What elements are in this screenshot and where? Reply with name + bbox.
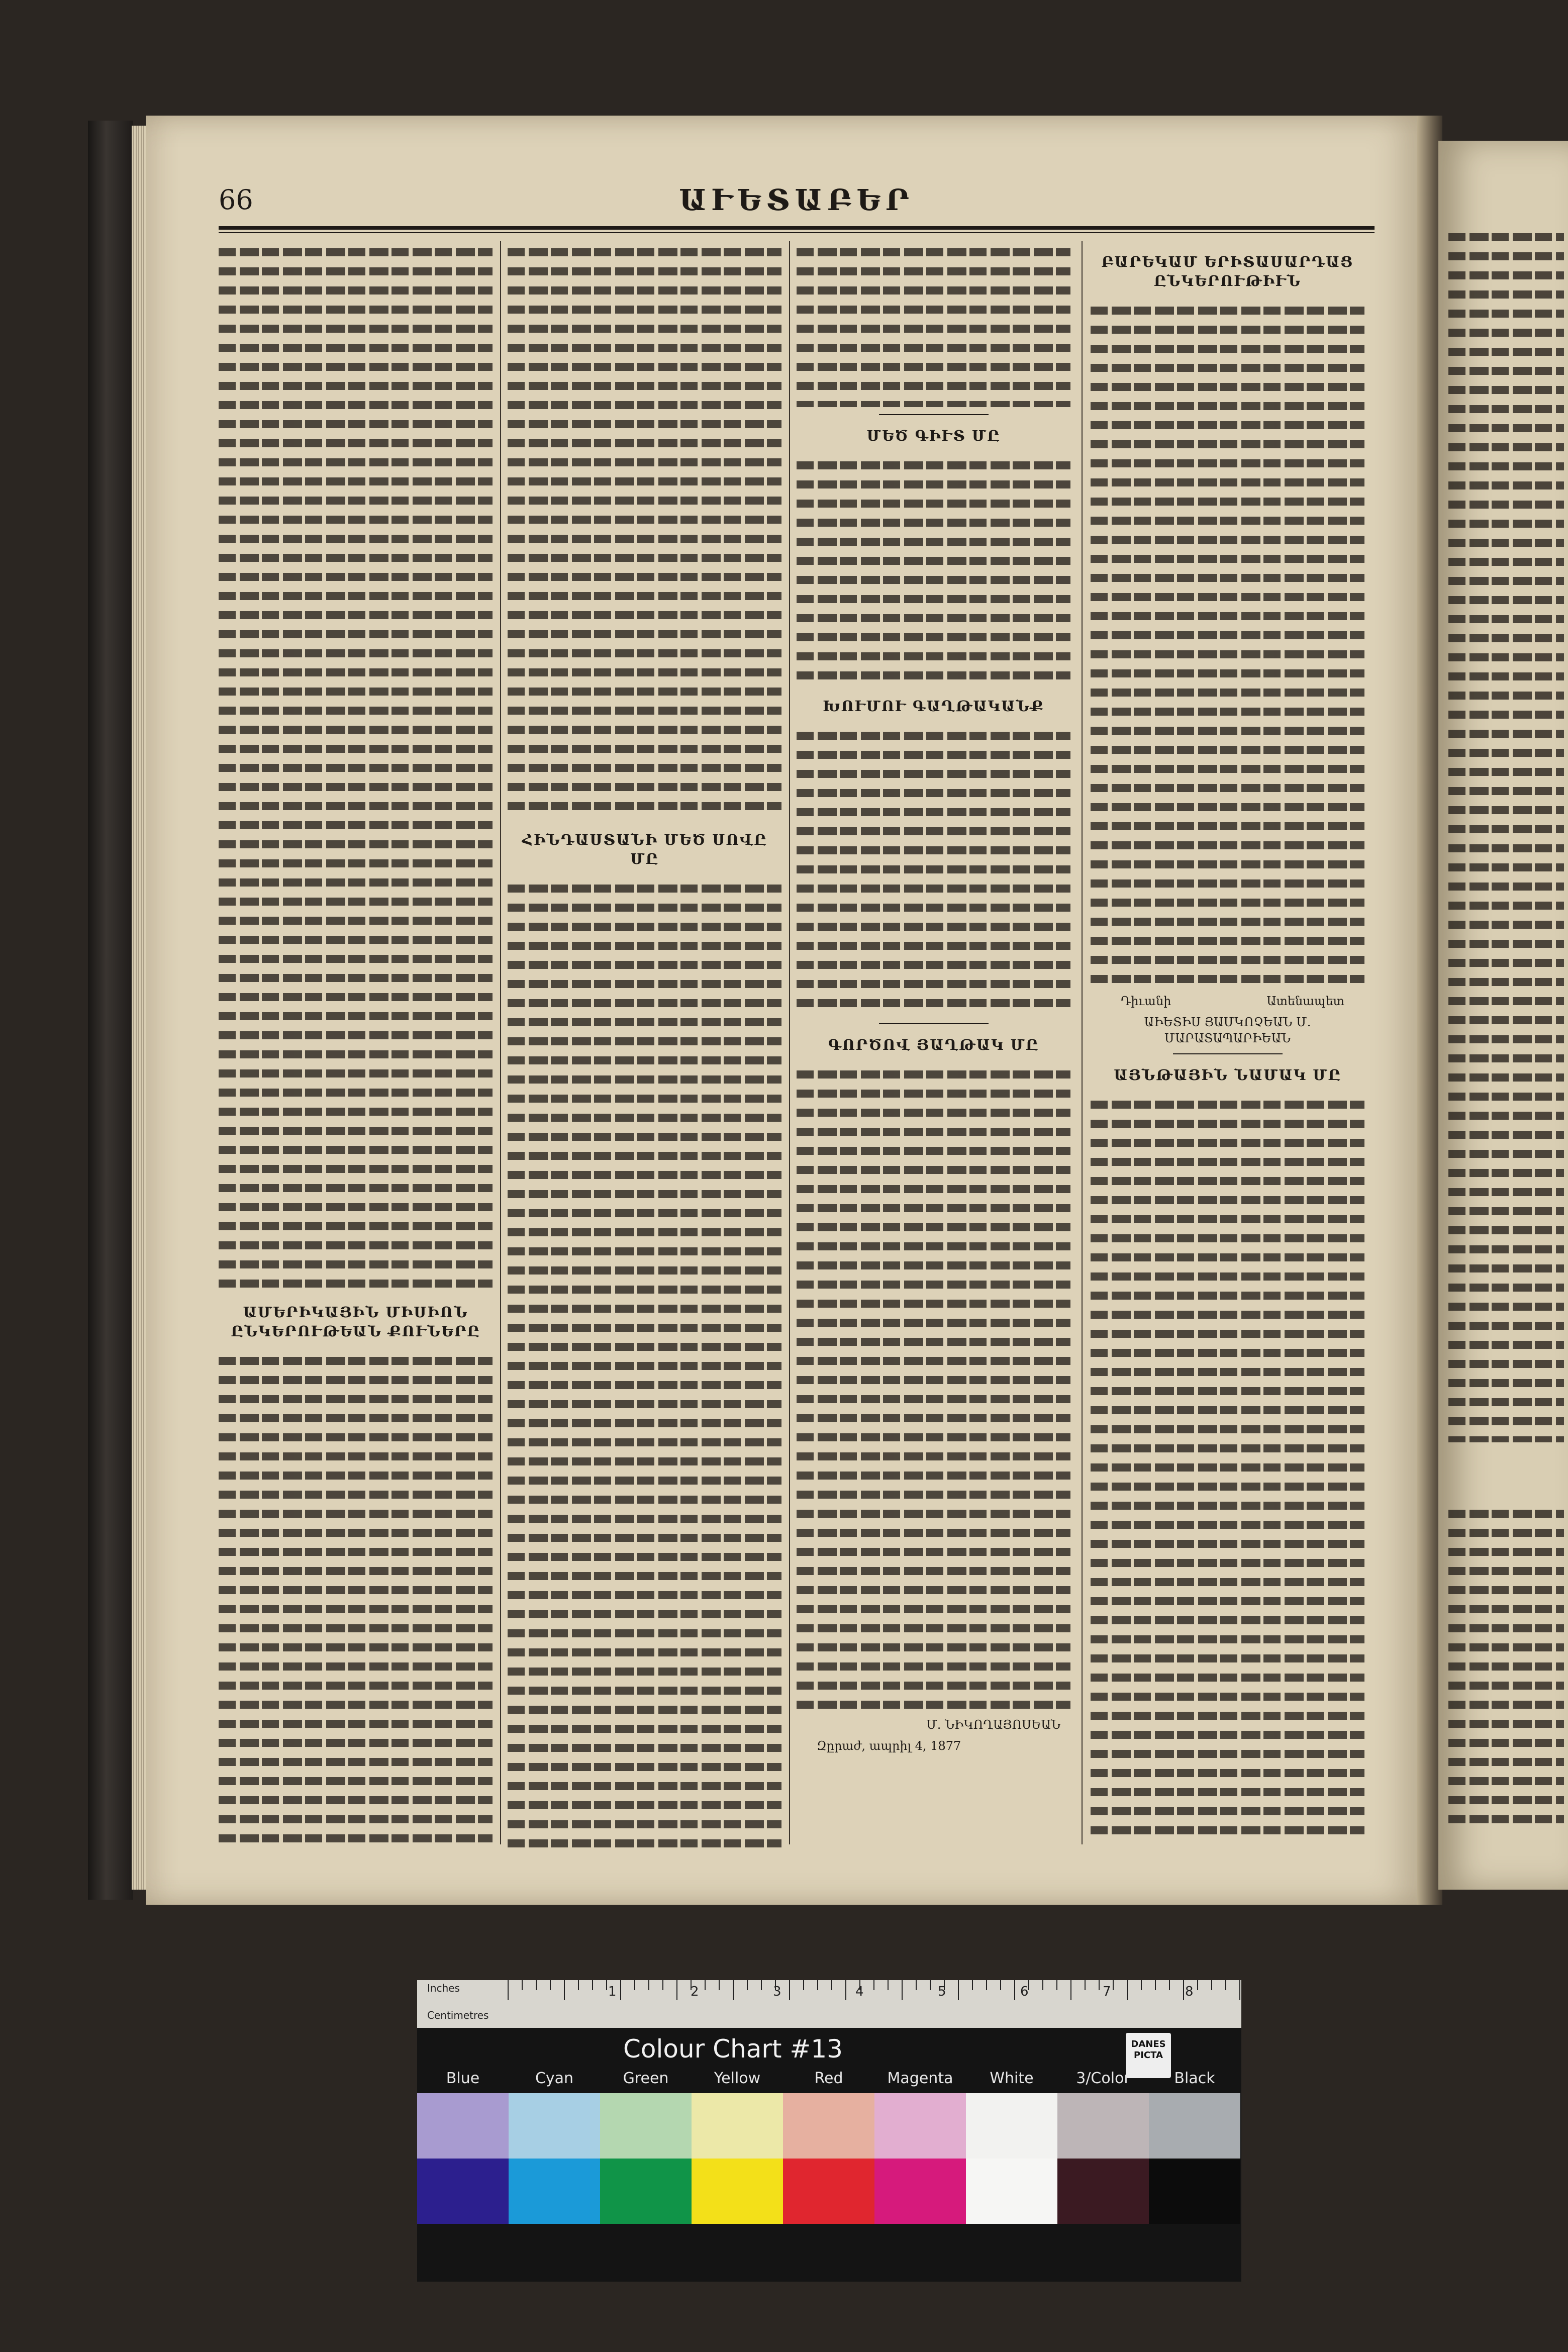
ruler-tick xyxy=(1211,1980,1212,1990)
swatch-light xyxy=(783,2093,874,2159)
measurement-ruler xyxy=(417,1980,1241,2028)
ruler-tick xyxy=(761,1980,762,1990)
separator xyxy=(879,414,989,415)
running-header xyxy=(219,176,1375,221)
ruler-tick xyxy=(972,1980,973,1990)
ruler-tick xyxy=(873,1980,874,1990)
section-title: ԱՅՆԹԱՅԻՆ ՆԱՄԱԿ ՄԸ xyxy=(1114,1066,1341,1084)
article-text xyxy=(1091,1094,1364,1837)
swatch-label: Green xyxy=(623,2070,669,2087)
separator xyxy=(879,1023,989,1024)
ruler-tick xyxy=(578,1980,579,1990)
ruler-tick xyxy=(958,1980,959,2000)
swatch-label: Yellow xyxy=(714,2070,761,2087)
swatch-light xyxy=(874,2093,966,2159)
ruler-number: 3 xyxy=(773,1984,781,1999)
article-text xyxy=(219,1350,493,1849)
ruler-tick xyxy=(705,1980,706,1990)
chart-title: Colour Chart #13 xyxy=(623,2034,843,2064)
swatch-label: White xyxy=(990,2070,1034,2087)
signature-roles xyxy=(1091,993,1364,1009)
swatch-label: Magenta xyxy=(887,2070,953,2087)
signature: Մ. ՆԻԿՈՂԱՅՈՍԵԱՆ xyxy=(926,1718,1060,1732)
swatch-dark xyxy=(600,2159,692,2224)
ruler-tick xyxy=(1085,1980,1086,1990)
ruler-number: 4 xyxy=(855,1984,864,1999)
swatch-light xyxy=(966,2093,1057,2159)
ruler-tick xyxy=(986,1980,987,1990)
article-text xyxy=(508,877,781,1849)
ruler-tick xyxy=(1183,1980,1184,2000)
dateline: Զըրաժ, ապրիլ 4, 1877 xyxy=(817,1739,961,1753)
column-2 xyxy=(508,241,781,1849)
ruler-tick xyxy=(817,1980,818,1990)
swatch-light xyxy=(417,2093,509,2159)
ruler-tick xyxy=(789,1980,790,2000)
column-1 xyxy=(219,241,493,1849)
column-3 xyxy=(797,241,1070,1849)
ruler-cm-label: Centimetres xyxy=(427,2009,489,2021)
ruler-number: 7 xyxy=(1103,1984,1111,1999)
right-page-column xyxy=(1448,226,1564,1834)
ruler-tick xyxy=(648,1980,649,1990)
ruler-tick xyxy=(1197,1980,1198,1990)
ruler-number: 6 xyxy=(1020,1984,1029,1999)
ruler-tick xyxy=(1225,1980,1226,1990)
ruler-tick xyxy=(1169,1980,1170,1990)
swatch-light xyxy=(1057,2093,1149,2159)
ruler-tick xyxy=(662,1980,663,1990)
ruler-tick xyxy=(606,1980,607,1990)
ruler-inches-label: Inches xyxy=(427,1982,460,1994)
right-page-edge xyxy=(1438,141,1568,1890)
swatch-dark xyxy=(966,2159,1057,2224)
article-text xyxy=(797,454,1070,685)
section-title: ԱՄԵՐԻԿԱՅԻՆ ՄԻՍԻՈՆ ԸՆԿԵՐՈՒԹԵԱՆ ՔՈՒՆԵՐԸ xyxy=(231,1304,480,1340)
ruler-tick xyxy=(747,1980,748,1990)
column-rule xyxy=(500,241,501,1844)
swatch-light xyxy=(1149,2093,1240,2159)
article-text xyxy=(797,241,1070,407)
ruler-tick xyxy=(508,1980,509,2000)
ruler-tick xyxy=(831,1980,832,1990)
ruler-tick xyxy=(634,1980,635,1990)
column-4 xyxy=(1091,241,1364,1849)
article-text xyxy=(797,1063,1070,1712)
ruler-tick xyxy=(1239,1980,1240,2000)
swatch-label: Red xyxy=(814,2070,843,2087)
swatch-light xyxy=(509,2093,600,2159)
section-title: ՀԻՆԴԱՍՏԱՆԻ ՄԵԾ ՍՈՎԸ ՄԸ xyxy=(522,831,767,867)
colour-chart xyxy=(417,1980,1241,2282)
article-text xyxy=(1448,1503,1564,1824)
ruler-tick xyxy=(916,1980,917,1990)
column-rule xyxy=(1082,241,1083,1844)
article-text xyxy=(1448,226,1564,1442)
page-edges xyxy=(132,126,147,1890)
ruler-number: 2 xyxy=(691,1984,699,1999)
ruler-number: 1 xyxy=(608,1984,617,1999)
ruler-tick xyxy=(1000,1980,1001,1990)
header-rule-thin xyxy=(219,232,1375,233)
separator xyxy=(1173,1053,1283,1054)
swatch-light xyxy=(692,2093,783,2159)
ruler-tick xyxy=(620,1980,621,2000)
section-title: ԲԱՐԵԿԱՄ ԵՐԻՏԱՍԱՐԴԱՑ ԸՆԿԵՐՈՒԹԻՒՆ xyxy=(1101,253,1354,289)
ruler-tick xyxy=(1141,1980,1142,1990)
swatch-dark xyxy=(874,2159,966,2224)
article-text xyxy=(508,241,781,819)
journal-title: ԱՒԵՏԱԲԵՐ xyxy=(679,183,914,217)
section-title: ՄԵԾ ԳԻՒՏ ՄԸ xyxy=(866,427,1001,444)
ruler-tick xyxy=(902,1980,903,2000)
ruler-tick xyxy=(1099,1980,1100,1990)
article-text xyxy=(1091,300,1364,988)
ruler-number: 8 xyxy=(1185,1984,1194,1999)
article-text xyxy=(797,725,1070,1016)
article-text xyxy=(219,241,493,1292)
ruler-tick xyxy=(1070,1980,1071,2000)
swatch-label: Blue xyxy=(446,2070,480,2087)
swatch-label: 3/Color xyxy=(1076,2070,1130,2087)
ruler-tick xyxy=(888,1980,889,1990)
ruler-tick xyxy=(1056,1980,1057,1990)
ruler-tick xyxy=(719,1980,720,1990)
swatch-dark xyxy=(417,2159,509,2224)
section-title: ԳՈՐԾՈՎ ՅԱՂԹԱԿ ՄԸ xyxy=(828,1036,1039,1053)
ruler-tick xyxy=(550,1980,551,1990)
section-title: ԽՈՒՄՈՒ ԳԱՂԹԱԿԱՆՔ xyxy=(823,698,1044,715)
swatch-light xyxy=(600,2093,692,2159)
signature-role-right: Ատենապետ xyxy=(1266,994,1344,1008)
ruler-tick xyxy=(536,1980,537,1990)
swatch-dark xyxy=(1149,2159,1240,2224)
ruler-tick xyxy=(522,1980,523,1990)
header-rule xyxy=(219,226,1375,230)
ruler-tick xyxy=(676,1980,677,2000)
ruler-tick xyxy=(803,1980,804,1990)
ruler-tick xyxy=(1127,1980,1128,2000)
ruler-tick xyxy=(733,1980,734,2000)
swatch-dark xyxy=(1057,2159,1149,2224)
ruler-tick xyxy=(1113,1980,1114,1990)
page-number: 66 xyxy=(219,184,253,216)
swatch-dark xyxy=(783,2159,874,2224)
swatch-label: Cyan xyxy=(535,2070,574,2087)
column-rule xyxy=(789,241,790,1844)
left-page xyxy=(146,116,1422,1905)
ruler-tick xyxy=(1042,1980,1043,1990)
swatch-dark xyxy=(509,2159,600,2224)
book-spine xyxy=(88,121,133,1900)
ruler-tick xyxy=(1014,1980,1015,2000)
swatch-dark xyxy=(692,2159,783,2224)
ruler-tick xyxy=(1155,1980,1156,1990)
ruler-number: 5 xyxy=(938,1984,946,1999)
danes-picta-logo: DANES PICTA xyxy=(1126,2033,1171,2078)
ruler-tick xyxy=(592,1980,593,1990)
signature-names: ԱԻԵՏԻՍ ՅԱՄԿՈՉԵԱՆ Մ. ՄԱՐԱՏԱՊԱՐԻԵԱՆ xyxy=(1144,1015,1311,1045)
ruler-tick xyxy=(845,1980,846,2000)
swatch-label: Black xyxy=(1174,2070,1215,2087)
signature-role-left: Դիւանի xyxy=(1121,994,1171,1008)
ruler-tick xyxy=(564,1980,565,2000)
ruler-tick xyxy=(930,1980,931,1990)
